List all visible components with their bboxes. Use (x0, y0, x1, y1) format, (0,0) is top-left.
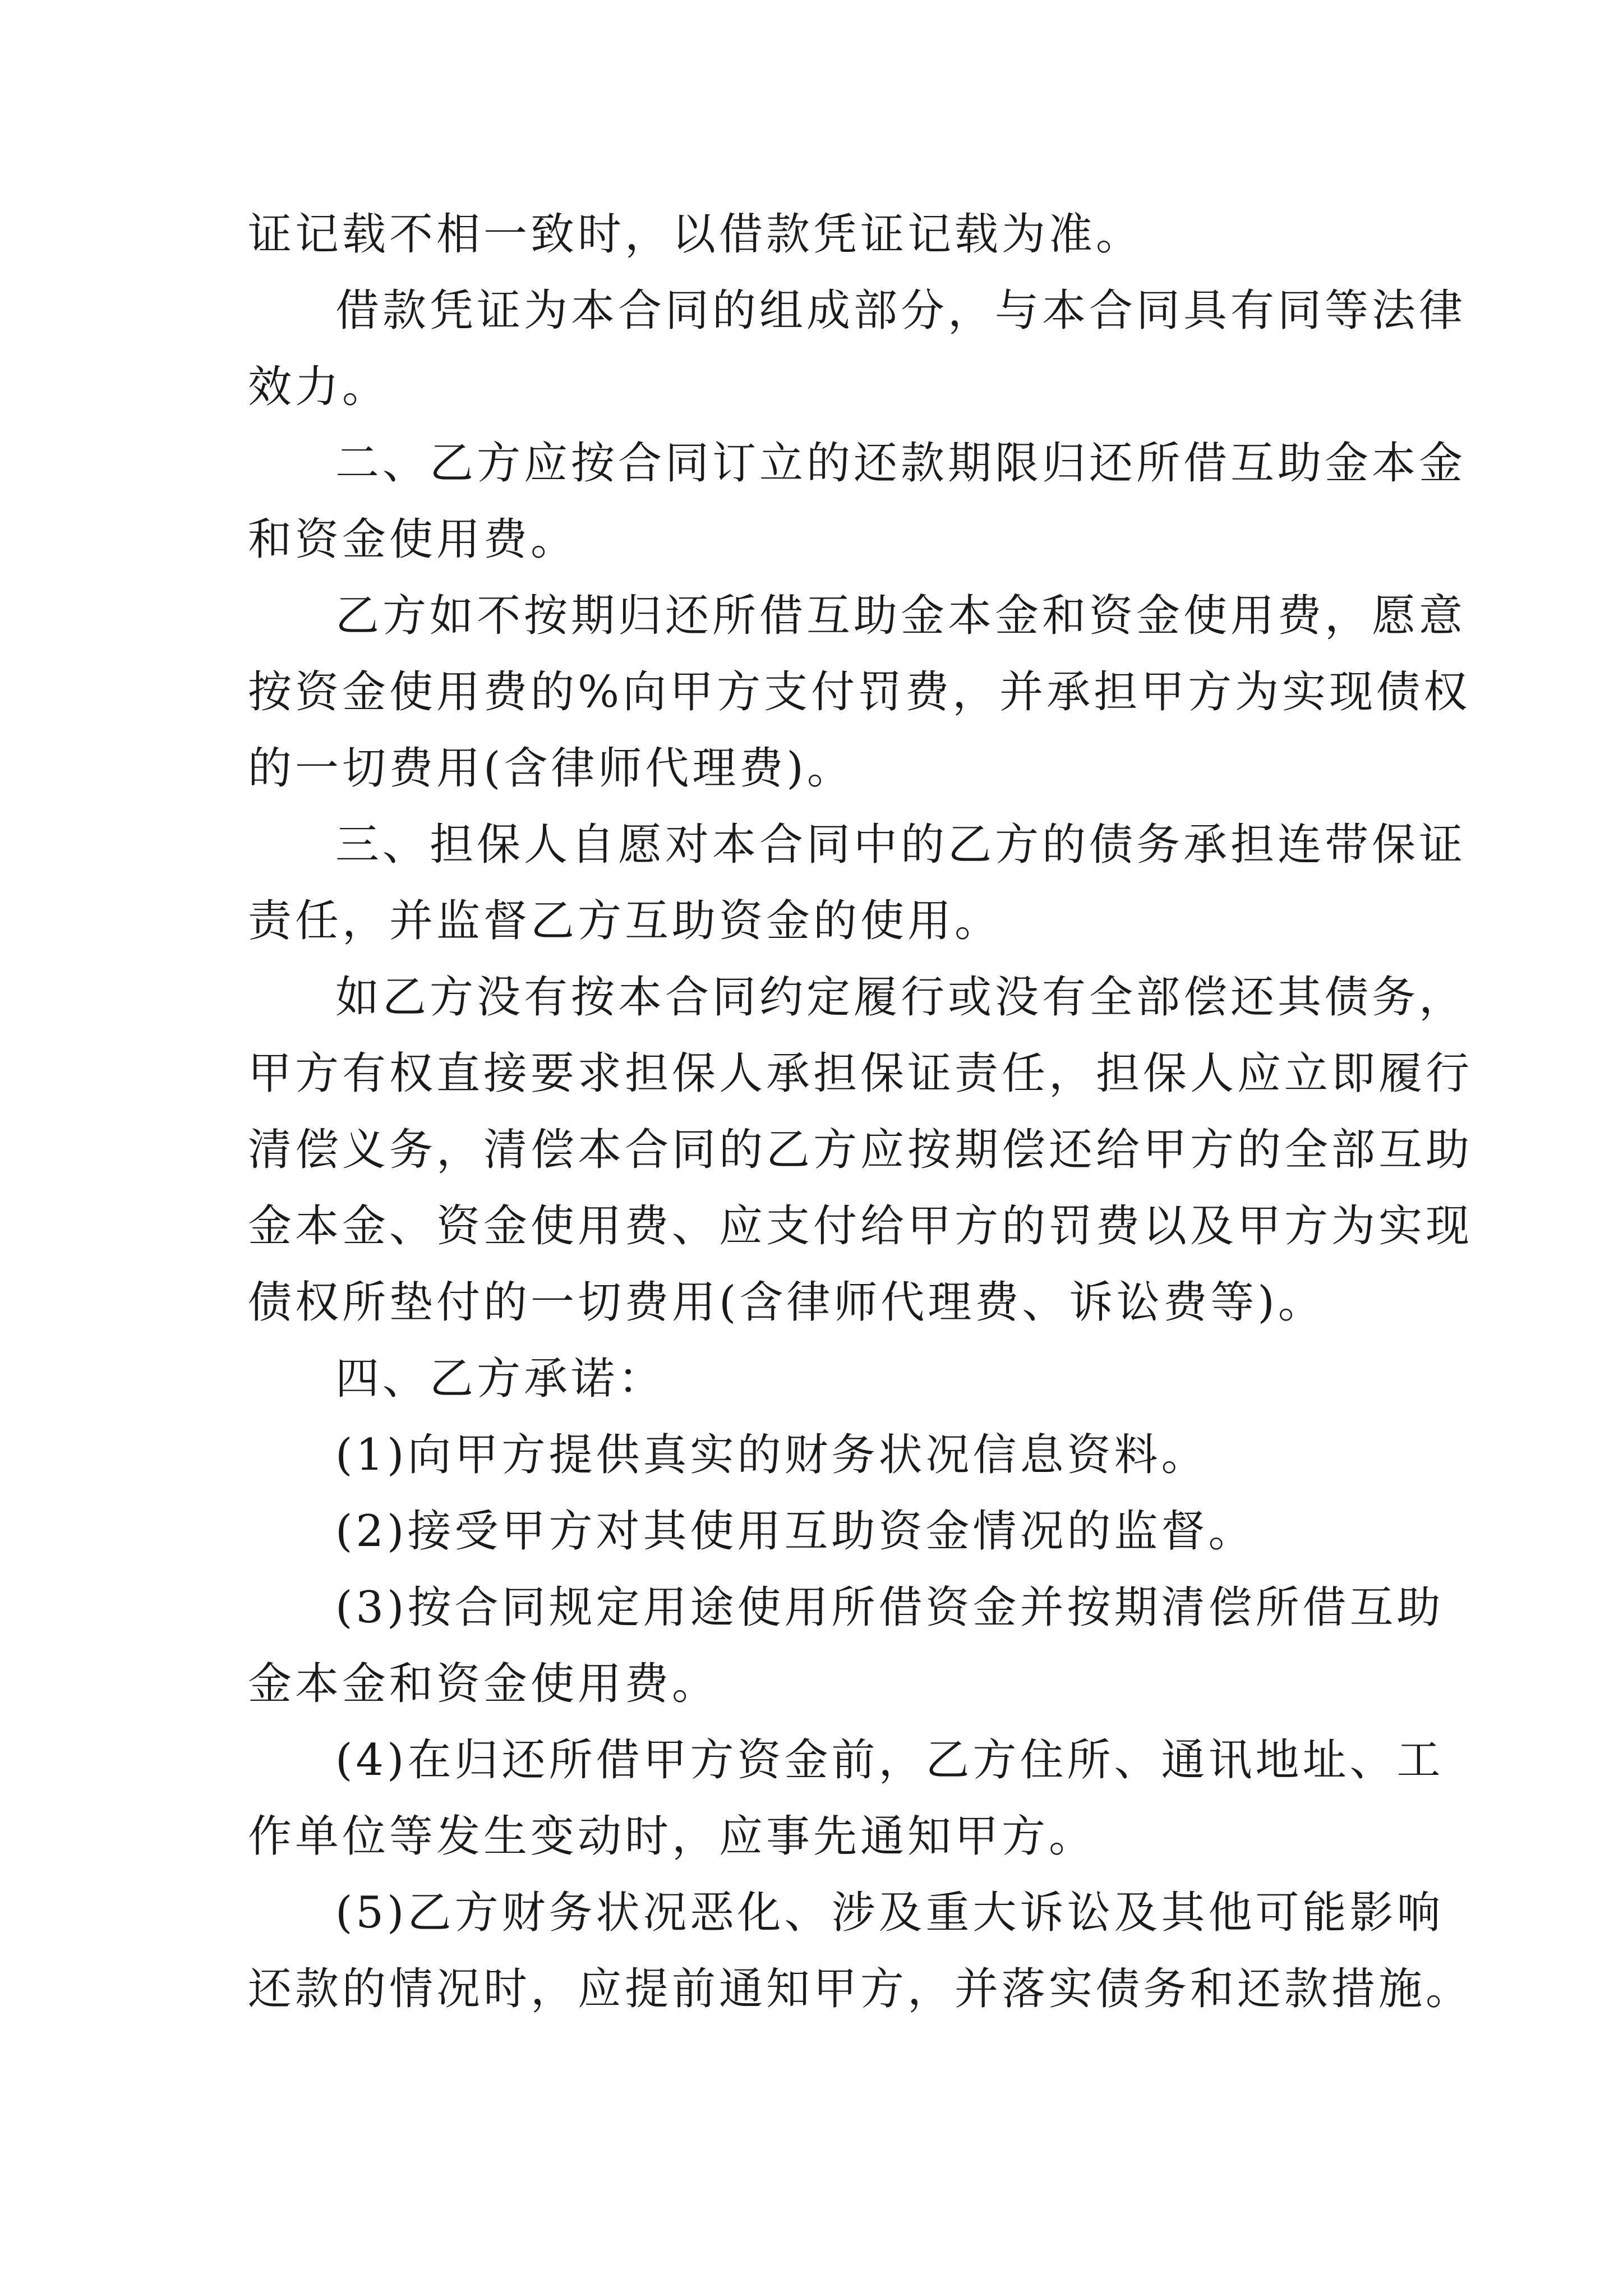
text-line: 的一切费用(含律师代理费)。 (248, 743, 854, 794)
text-line: 债权所垫付的一切费用(含律师代理费、诉讼费等)。 (248, 1277, 1325, 1328)
text-line: 证记载不相一致时，以借款凭证记载为准。 (248, 209, 1144, 260)
text-line: 责任，并监督乙方互助资金的使用。 (248, 896, 1002, 946)
text-line: 效力。 (248, 362, 390, 412)
text-line: 甲方有权直接要求担保人承担保证责任，担保人应立即履行 (248, 1048, 1473, 1099)
text-line: 作单位等发生变动时，应事先通知甲方。 (248, 1811, 1096, 1862)
text-line: 如乙方没有按本合同约定履行或没有全部偿还其债务， (335, 972, 1467, 1023)
text-line: 清偿义务，清偿本合同的乙方应按期偿还给甲方的全部互助 (248, 1125, 1473, 1175)
text-line: 四、乙方承诺： (335, 1354, 666, 1404)
text-line: (4)在归还所借甲方资金前，乙方住所、通讯地址、工 (335, 1735, 1444, 1786)
text-line: 还款的情况时，应提前通知甲方，并落实债务和还款措施。 (248, 1964, 1473, 2014)
text-line: 按资金使用费的%向甲方支付罚费，并承担甲方为实现债权 (248, 667, 1471, 717)
text-line: 金本金、资金使用费、应支付给甲方的罚费以及甲方为实现 (248, 1201, 1473, 1251)
document-body (248, 196, 1473, 2027)
text-line: 借款凭证为本合同的组成部分，与本合同具有同等法律 (335, 286, 1467, 336)
text-line: (1)向甲方提供真实的财务状况信息资料。 (335, 1430, 1209, 1480)
text-line: 乙方如不按期归还所借互助金本金和资金使用费，愿意 (335, 591, 1467, 641)
text-line: 和资金使用费。 (248, 514, 578, 565)
text-line: (2)接受甲方对其使用互助资金情况的监督。 (335, 1506, 1256, 1557)
text-line: 二、乙方应按合同订立的还款期限归还所借互助金本金 (335, 438, 1467, 489)
text-line: (5)乙方财务状况恶化、涉及重大诉讼及其他可能影响 (335, 1888, 1444, 1938)
text-line: 金本金和资金使用费。 (248, 1659, 720, 1709)
text-line: 三、担保人自愿对本合同中的乙方的债务承担连带保证 (335, 820, 1467, 870)
text-line: (3)按合同规定用途使用所借资金并按期清偿所借互助 (335, 1582, 1444, 1633)
